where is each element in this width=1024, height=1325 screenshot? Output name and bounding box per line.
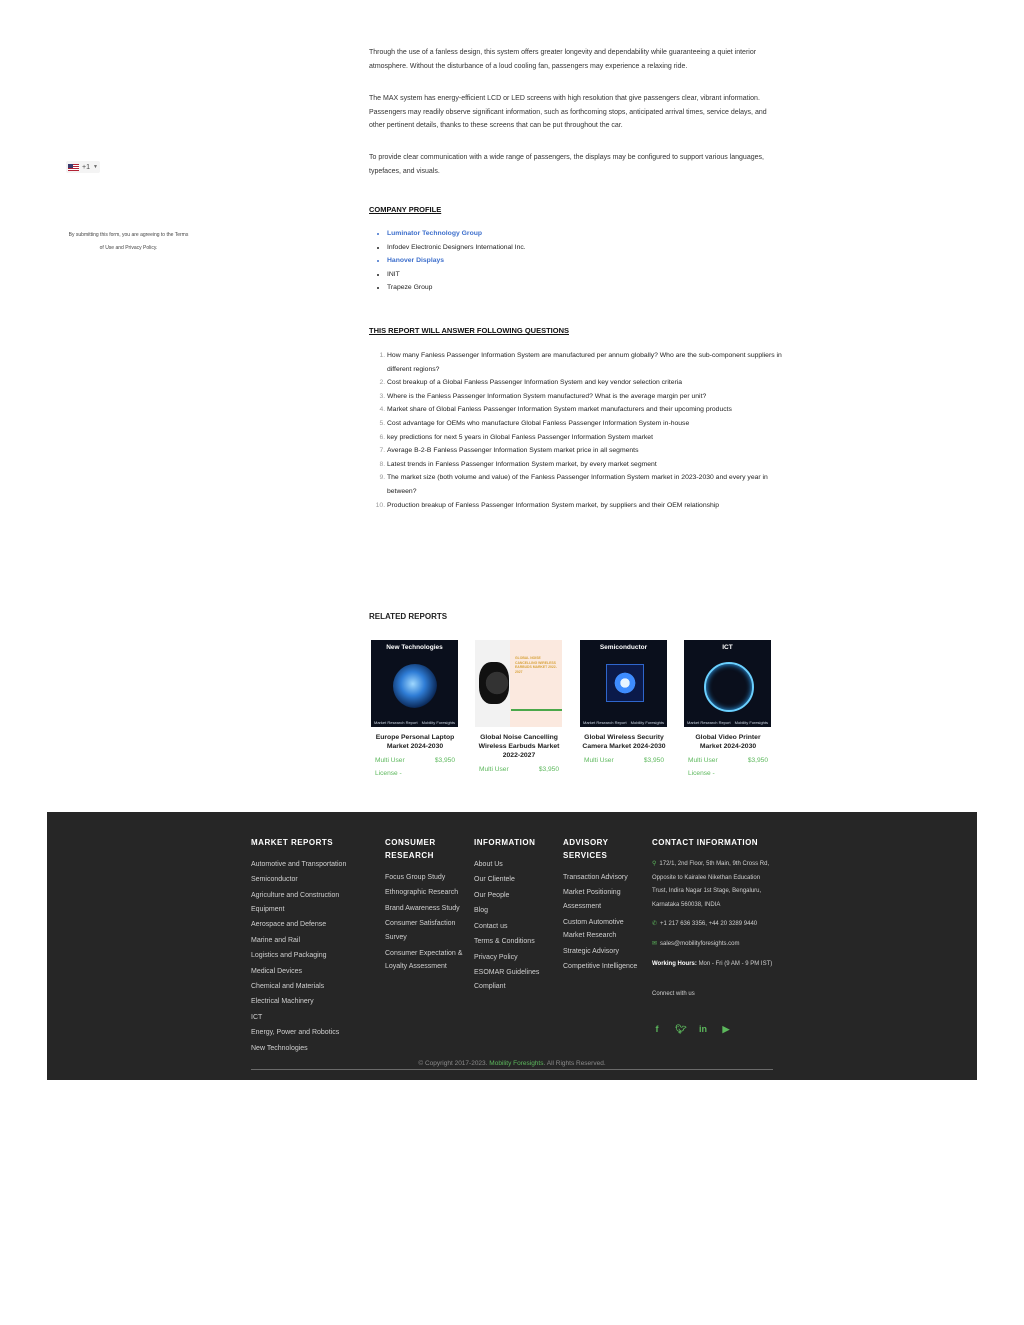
thumb-footer-label: Market Research Report xyxy=(583,720,627,725)
tech-ring-graphic xyxy=(704,662,754,712)
company-link-hanover[interactable]: • Hanover Displays xyxy=(387,254,526,268)
company-list xyxy=(369,227,526,295)
thumb-category: ICT xyxy=(722,644,733,651)
footer-link[interactable]: Brand Awareness Study xyxy=(385,904,460,912)
footer-link[interactable]: Transaction Advisory xyxy=(563,874,628,881)
social-links xyxy=(652,1024,731,1035)
phone-code: +1 xyxy=(82,163,90,171)
license-label: Multi User License - xyxy=(375,757,405,777)
thumb-category: Semiconductor xyxy=(599,644,648,651)
question-item: 3. Where is the Fanless Passenger Information System manufactured? What is the average margin per unit? xyxy=(387,390,791,404)
footer-link[interactable]: Logistics and Packaging xyxy=(251,952,327,960)
footer-link[interactable]: Our Clientele xyxy=(474,876,515,884)
footer-heading: INFORMATION xyxy=(474,838,536,847)
report-title[interactable]: Europe Personal Laptop Market 2024-2030 xyxy=(375,734,455,750)
footer-link[interactable]: Custom Automotive Market Research xyxy=(563,918,624,940)
intro-paragraph-3: To provide clear communication with a wide range of passengers, the displays may be configured to support various languages, typefaces, and visuals. xyxy=(369,154,764,175)
intro-paragraph-1: Through the use of a fanless design, this system offers greater longevity and dependability while guaranteeing a quiet interior atmosphere. Without the disturbance of a loud cooling fan, passengers may experience a relaxing ride. xyxy=(369,49,757,70)
twitter-icon[interactable]: 🐦︎ xyxy=(675,1024,687,1034)
footer-information xyxy=(474,836,554,995)
license-label: Multi User xyxy=(584,757,614,764)
footer-link[interactable]: Aerospace and Defense xyxy=(251,921,327,929)
report-title[interactable]: Global Wireless Security Camera Market 2024-2030 xyxy=(582,734,666,750)
footer-link[interactable]: Privacy Policy xyxy=(474,953,518,961)
contact-phone[interactable]: ✆ +1 217 636 3356, +44 20 3289 9440 xyxy=(652,921,758,928)
earbud-graphic xyxy=(479,662,509,704)
footer-advisory xyxy=(563,836,641,976)
thumb-cover-text: GLOBAL NOISE CANCELLING WIRELESS EARBUDS MARKET 2022-2027 xyxy=(515,656,557,674)
footer-link[interactable]: Medical Devices xyxy=(251,967,302,975)
report-thumbnail[interactable] xyxy=(684,640,771,727)
report-thumbnail[interactable] xyxy=(371,640,458,727)
footer-link[interactable]: Chemical and Materials xyxy=(251,982,325,990)
thumb-category: New Technologies xyxy=(386,644,443,651)
footer-link[interactable]: Marine and Rail xyxy=(251,936,301,944)
company-item-infodev: • Infodev Electronic Designers International Inc. xyxy=(387,241,526,255)
questions-heading: THIS REPORT WILL ANSWER FOLLOWING QUESTIONS xyxy=(369,326,569,335)
mail-icon: ✉ xyxy=(652,940,658,947)
footer-link[interactable]: Competitive Intelligence xyxy=(563,963,638,971)
related-report-card[interactable] xyxy=(684,640,772,780)
footer-heading: MARKET REPORTS xyxy=(251,838,334,847)
footer-link[interactable]: Blog xyxy=(474,907,489,915)
question-item: 10. Production breakup of Fanless Passenger Information System market, by suppliers and their OEM relationship xyxy=(387,499,791,513)
footer-link[interactable]: About Us xyxy=(474,861,503,868)
map-pin-icon: ⚲ xyxy=(652,861,657,867)
footer-link[interactable]: Energy, Power and Robotics xyxy=(251,1029,340,1037)
footer-link[interactable]: Market Positioning Assessment xyxy=(563,889,621,911)
company-item-init: • INIT xyxy=(387,268,526,282)
report-title[interactable]: Global Noise Cancelling Wireless Earbuds Market 2022-2027 xyxy=(478,734,560,759)
us-flag-icon xyxy=(68,164,79,171)
footer-divider xyxy=(251,1069,773,1070)
thumb-brand-label: Mobility Foresights xyxy=(734,720,768,725)
linkedin-icon[interactable]: in xyxy=(699,1024,707,1034)
footer-link[interactable]: Consumer Expectation & Loyalty Assessment xyxy=(385,949,463,971)
footer-link[interactable]: Automotive and Transportation xyxy=(251,861,347,868)
report-price: $3,950 xyxy=(747,757,768,764)
related-report-card[interactable] xyxy=(580,640,668,767)
question-item: 8. Latest trends in Fanless Passenger Information System market, by every market segment xyxy=(387,458,791,472)
footer-link[interactable]: Strategic Advisory xyxy=(563,947,620,955)
footer-link[interactable]: Focus Group Study xyxy=(385,874,446,881)
connect-label: Connect with us xyxy=(652,991,695,998)
copyright-text: © Copyright 2017-2023. Mobility Foresights. All Rights Reserved. xyxy=(418,1060,606,1067)
report-price: $3,950 xyxy=(434,757,455,764)
footer-link[interactable]: Our People xyxy=(474,891,510,899)
brand-link[interactable]: Mobility Foresights xyxy=(489,1060,544,1067)
globe-hand-graphic xyxy=(393,664,437,708)
facebook-icon[interactable]: f xyxy=(655,1024,659,1034)
footer-contact xyxy=(652,836,774,1002)
footer-link[interactable]: Consumer Satisfaction Survey xyxy=(385,920,456,942)
chip-graphic xyxy=(606,664,644,702)
footer-consumer-research xyxy=(385,836,463,976)
related-report-card[interactable] xyxy=(475,640,563,776)
question-item: 5. Cost advantage for OEMs who manufacture Global Fanless Passenger Information System in-house xyxy=(387,417,791,431)
footer-heading: CONSUMER RESEARCH xyxy=(385,838,436,860)
footer-link[interactable]: Terms & Conditions xyxy=(474,938,535,946)
report-thumbnail[interactable] xyxy=(580,640,667,727)
questions-list xyxy=(369,349,791,512)
phone-icon: ✆ xyxy=(652,921,658,928)
footer-heading: ADVISORY SERVICES xyxy=(563,838,609,860)
report-price: $3,950 xyxy=(538,766,559,773)
footer-link[interactable]: ESOMAR Guidelines Compliant xyxy=(474,969,540,990)
question-item: 2. Cost breakup of a Global Fanless Passenger Information System and key vendor selection criteria xyxy=(387,376,791,390)
license-label: Multi User License - xyxy=(688,757,718,777)
company-link-luminator[interactable]: • Luminator Technology Group xyxy=(387,227,526,241)
site-footer xyxy=(47,812,977,1080)
footer-link[interactable]: Electrical Machinery xyxy=(251,998,314,1006)
thumb-footer-label: Market Research Report xyxy=(687,720,731,725)
footer-link[interactable]: ICT xyxy=(251,1013,263,1021)
thumb-footer-label: Market Research Report xyxy=(374,720,418,725)
related-reports-heading: RELATED REPORTS xyxy=(369,612,448,621)
question-item: 7. Average B-2-B Fanless Passenger Information System market price in all segments xyxy=(387,444,791,458)
footer-link[interactable]: Agriculture and Construction Equipment xyxy=(251,891,340,913)
report-title[interactable]: Global Video Printer Market 2024-2030 xyxy=(695,734,761,750)
question-item: 1. How many Fanless Passenger Information System are manufactured per annum globally? Who are the sub-component suppliers in different regions? xyxy=(387,349,791,376)
footer-heading: CONTACT INFORMATION xyxy=(652,838,759,847)
chevron-down-icon: ▼ xyxy=(92,164,98,170)
question-item: 9. The market size (both volume and value) of the Fanless Passenger Information System market in 2023-2030 and every year in between? xyxy=(387,471,791,498)
footer-market-reports xyxy=(251,836,371,1057)
form-consent-text: By submitting this form, you are agreeing to the Terms of Use and Privacy Policy. xyxy=(68,232,189,251)
footer-link[interactable]: Contact us xyxy=(474,922,508,930)
license-label: Multi User xyxy=(479,766,509,773)
company-profile-heading: COMPANY PROFILE xyxy=(369,205,442,214)
thumb-brand-label: Mobility Foresights xyxy=(421,720,455,725)
thumb-brand-label: Mobility Foresights xyxy=(630,720,664,725)
contact-address: ⚲ 172/1, 2nd Floor, 5th Main, 9th Cross Rd, Opposite to Kairalee Nikethan Education Trust, Indira Nagar 1st Stage, Bengaluru, Karnataka 560038, INDIA xyxy=(652,861,770,908)
footer-link[interactable]: New Technologies xyxy=(251,1044,308,1052)
phone-country-selector[interactable] xyxy=(66,161,100,173)
related-report-card[interactable] xyxy=(371,640,459,780)
footer-link[interactable]: Semiconductor xyxy=(251,876,298,884)
working-hours: Working Hours: Mon - Fri (9 AM - 9 PM IST) xyxy=(652,960,773,967)
report-price: $3,950 xyxy=(643,757,664,764)
company-item-trapeze: • Trapeze Group xyxy=(387,281,526,295)
question-item: 6. key predictions for next 5 years in Global Fanless Passenger Information System market xyxy=(387,431,791,445)
contact-email[interactable]: ✉ sales@mobilityforesights.com xyxy=(652,940,740,947)
question-item: 4. Market share of Global Fanless Passenger Information System market manufacturers and their upcoming products xyxy=(387,403,791,417)
report-thumbnail[interactable] xyxy=(475,640,562,727)
footer-link[interactable]: Ethnographic Research xyxy=(385,889,459,897)
intro-paragraph-2: The MAX system has energy-efficient LCD or LED screens with high resolution that give passengers clear, vibrant information. Passengers may readily observe significant information, such as forthcoming stops, anticipated arrival times, service delays, and other pertinent details, thanks to these screens that can be put throughout the car. xyxy=(369,95,767,130)
youtube-icon[interactable]: ▶ xyxy=(722,1024,730,1034)
